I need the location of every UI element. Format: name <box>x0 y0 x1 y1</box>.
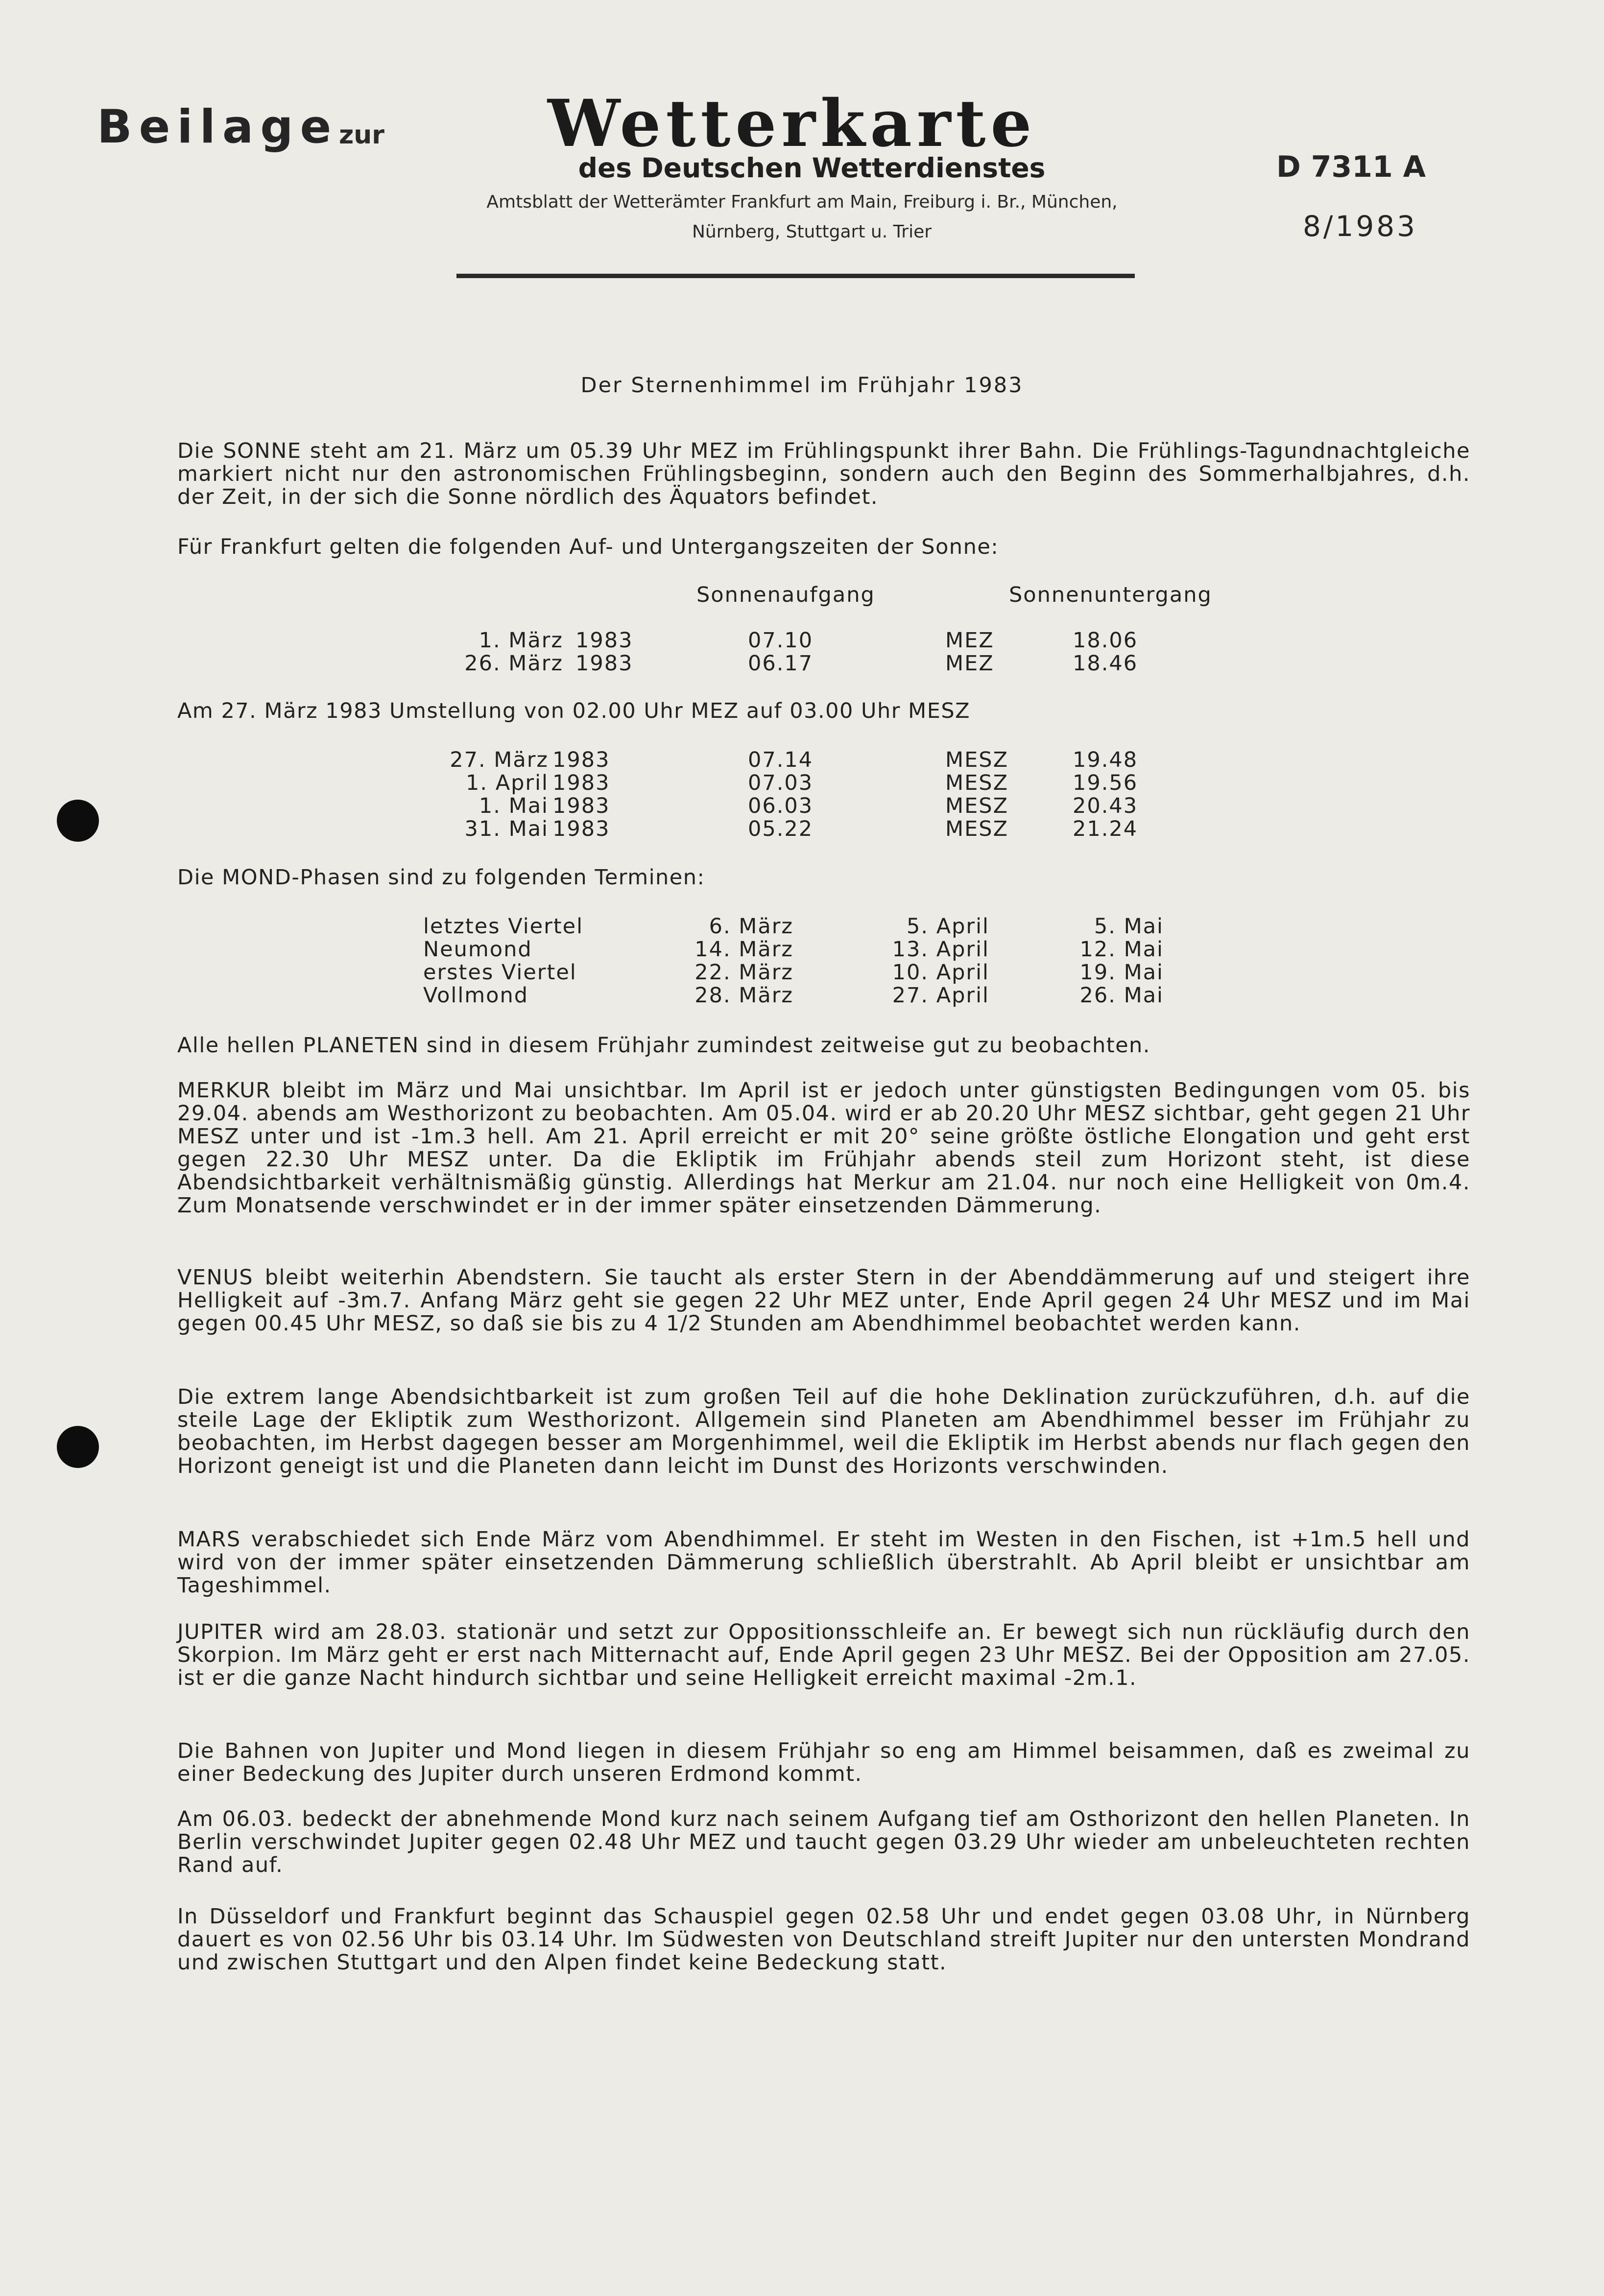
moon-phase: Vollmond <box>423 983 529 1008</box>
sun-date: 1. März <box>479 628 563 653</box>
sun-rise: 07.03 <box>748 771 814 795</box>
sun-zone: MESZ <box>945 771 1009 795</box>
sun-rise: 06.17 <box>748 651 814 676</box>
sun-date: 31. Mai <box>464 817 549 841</box>
beilage-label: Beilage <box>97 100 338 154</box>
paragraph-venus: VENUS bleibt weiterhin Abendstern. Sie taucht als erster Stern in der Abenddämmerung auf und steigert ihre Helligkeit auf -3m.7. Anfang März geht sie gegen 22 Uhr MEZ unter, Ende April gegen 24 Uhr MESZ und im Mai gegen 00.45 Uhr MESZ, so daß sie bis zu 4 1/2 Stunden am Abendhimmel beobachtet werden kann. <box>177 1265 1470 1336</box>
moon-maerz: 22. März <box>694 960 793 985</box>
moon-mai: 5. Mai <box>1094 914 1164 939</box>
sun-set: 20.43 <box>1073 794 1138 818</box>
sun-set: 19.48 <box>1073 748 1138 772</box>
sun-year: 1983 <box>552 817 610 841</box>
moon-april: 10. April <box>892 960 989 985</box>
paragraph-jupiter: JUPITER wird am 28.03. stationär und setzt zur Oppositionsschleife an. Er bewegt sich nun rückläufig durch den Skorpion. Im März geht er erst nach Mitternacht auf, Ende April gegen 23 Uhr MESZ. Bei der Opposition am 27.05. ist er die ganze Nacht hindurch sichtbar und seine Helligkeit erreicht maximal -2m.1. <box>177 1620 1470 1690</box>
sun-year: 1983 <box>552 794 610 818</box>
sun-set: 18.46 <box>1073 651 1138 676</box>
sun-set: 18.06 <box>1073 628 1138 653</box>
moon-april: 13. April <box>892 937 989 962</box>
amtsblatt-line-2: Nürnberg, Stuttgart u. Trier <box>692 222 932 242</box>
paragraph-bedeckung: Am 06.03. bedeckt der abnehmende Mond kurz nach seinem Aufgang tief am Osthorizont den hellen Planeten. In Berlin verschwindet Jupiter gegen 02.48 Uhr MEZ und taucht gegen 03.29 Uhr wieder am unbeleuchteten rechten Rand auf. <box>177 1807 1470 1877</box>
frankfurt-intro: Für Frankfurt gelten die folgenden Auf- und Untergangszeiten der Sonne: <box>177 535 999 559</box>
paragraph-bahnen: Die Bahnen von Jupiter und Mond liegen in diesem Frühjahr so eng am Himmel beisammen, daß es zweimal zu einer Bedeckung des Jupiter durch unseren Erdmond kommt. <box>177 1739 1470 1786</box>
sun-set: 19.56 <box>1073 771 1138 795</box>
masthead-title: Wetterkarte <box>548 86 1037 162</box>
article-title: Der Sternenhimmel im Frühjahr 1983 <box>580 373 1024 398</box>
issue-number: 8/1983 <box>1303 210 1418 243</box>
punch-hole-top <box>57 800 99 842</box>
sun-col-set: Sonnenuntergang <box>1009 583 1212 607</box>
moon-maerz: 28. März <box>694 983 793 1008</box>
moon-mai: 19. Mai <box>1079 960 1164 985</box>
moon-phase: Neumond <box>423 937 532 962</box>
moon-april: 27. April <box>892 983 989 1008</box>
sun-rise: 07.14 <box>748 748 814 772</box>
masthead-subtitle: des Deutschen Wetterdienstes <box>578 152 1046 184</box>
sun-rise: 07.10 <box>748 628 814 653</box>
sun-zone: MEZ <box>945 628 994 653</box>
paragraph-sonne: Die SONNE steht am 21. März um 05.39 Uhr MEZ im Frühlingspunkt ihrer Bahn. Die Frühlings-Tagundnachtgleiche markiert nicht nur den astronomischen Frühlingsbeginn, sondern auch den Beginn des Sommerhalbjahres, d.h. der Zeit, in der sich die Sonne nördlich des Äquators befindet. <box>177 439 1470 509</box>
punch-hole-bottom <box>57 1426 99 1468</box>
sun-year: 1983 <box>575 628 633 653</box>
moon-maerz: 14. März <box>694 937 793 962</box>
sun-col-rise: Sonnenaufgang <box>696 583 875 607</box>
document-code: D 7311 A <box>1276 150 1426 184</box>
paragraph-schauspiel: In Düsseldorf und Frankfurt beginnt das Schauspiel gegen 02.58 Uhr und endet gegen 03.08 Uhr, in Nürnberg dauert es von 02.56 Uhr bis 03.14 Uhr. Im Südwesten von Deutschland streift Jupiter nur den untersten Mondrand und zwischen Stuttgart und den Alpen findet keine Bedeckung statt. <box>177 1904 1470 1975</box>
sun-zone: MEZ <box>945 651 994 676</box>
sun-year: 1983 <box>552 748 610 772</box>
sun-date: 1. Mai <box>479 794 549 818</box>
sun-year: 1983 <box>552 771 610 795</box>
moon-mai: 12. Mai <box>1079 937 1164 962</box>
paragraph-mars: MARS verabschiedet sich Ende März vom Abendhimmel. Er steht im Westen in den Fischen, ist +1m.5 hell und wird von der immer später einsetzenden Dämmerung schließlich überstrahlt. Ab April bleibt er unsichtbar am Tageshimmel. <box>177 1527 1470 1598</box>
moon-mai: 26. Mai <box>1079 983 1164 1008</box>
mond-intro: Die MOND-Phasen sind zu folgenden Terminen: <box>177 865 705 890</box>
sun-date: 27. März <box>450 748 549 772</box>
sun-zone: MESZ <box>945 748 1009 772</box>
sun-set: 21.24 <box>1073 817 1138 841</box>
moon-phase: erstes Viertel <box>423 960 577 985</box>
moon-phase: letztes Viertel <box>423 914 584 939</box>
paragraph-abendsichtbarkeit: Die extrem lange Abendsichtbarkeit ist zum großen Teil auf die hohe Deklination zurückzuführen, d.h. auf die steile Lage der Ekliptik zum Westhorizont. Allgemein sind Planeten am Abendhimmel besser im Frühjahr zu beobachten, im Herbst dagegen besser am Morgenhimmel, weil die Ekliptik im Herbst abends nur flach gegen den Horizont geneigt ist und die Planeten dann leicht im Dunst des Horizonts verschwinden. <box>177 1385 1470 1478</box>
sun-year: 1983 <box>575 651 633 676</box>
sun-date: 26. März <box>464 651 563 676</box>
sun-rise: 06.03 <box>748 794 814 818</box>
paragraph-merkur: MERKUR bleibt im März und Mai unsichtbar. Im April ist er jedoch unter günstigsten Bedingungen vom 05. bis 29.04. abends am Westhorizont zu beobachten. Am 05.04. wird er ab 20.20 Uhr MESZ sichtbar, geht gegen 21 Uhr MESZ unter und ist -1m.3 hell. Am 21. April erreicht er mit 20° seine größte östliche Elongation und geht erst gegen 22.30 Uhr MESZ unter. Da die Ekliptik im Frühjahr abends steil zum Horizont steht, ist diese Abendsichtbarkeit verhältnismäßig günstig. Allerdings hat Merkur am 21.04. nur noch eine Helligkeit von 0m.4. Zum Monatsende verschwindet er in der immer später einsetzenden Dämmerung. <box>177 1078 1470 1218</box>
masthead-rule <box>456 274 1135 278</box>
amtsblatt-line-1: Amtsblatt der Wetterämter Frankfurt am Main, Freiburg i. Br., München, <box>486 192 1118 212</box>
sun-rise: 05.22 <box>748 817 814 841</box>
sun-zone: MESZ <box>945 817 1009 841</box>
sun-zone: MESZ <box>945 794 1009 818</box>
zur-label: zur <box>339 120 384 150</box>
planeten-intro: Alle hellen PLANETEN sind in diesem Frühjahr zumindest zeitweise gut zu beobachten. <box>177 1033 1150 1058</box>
sun-date: 1. April <box>466 771 549 795</box>
dst-note: Am 27. März 1983 Umstellung von 02.00 Uhr MEZ auf 03.00 Uhr MESZ <box>177 699 971 723</box>
moon-april: 5. April <box>907 914 989 939</box>
moon-maerz: 6. März <box>709 914 793 939</box>
